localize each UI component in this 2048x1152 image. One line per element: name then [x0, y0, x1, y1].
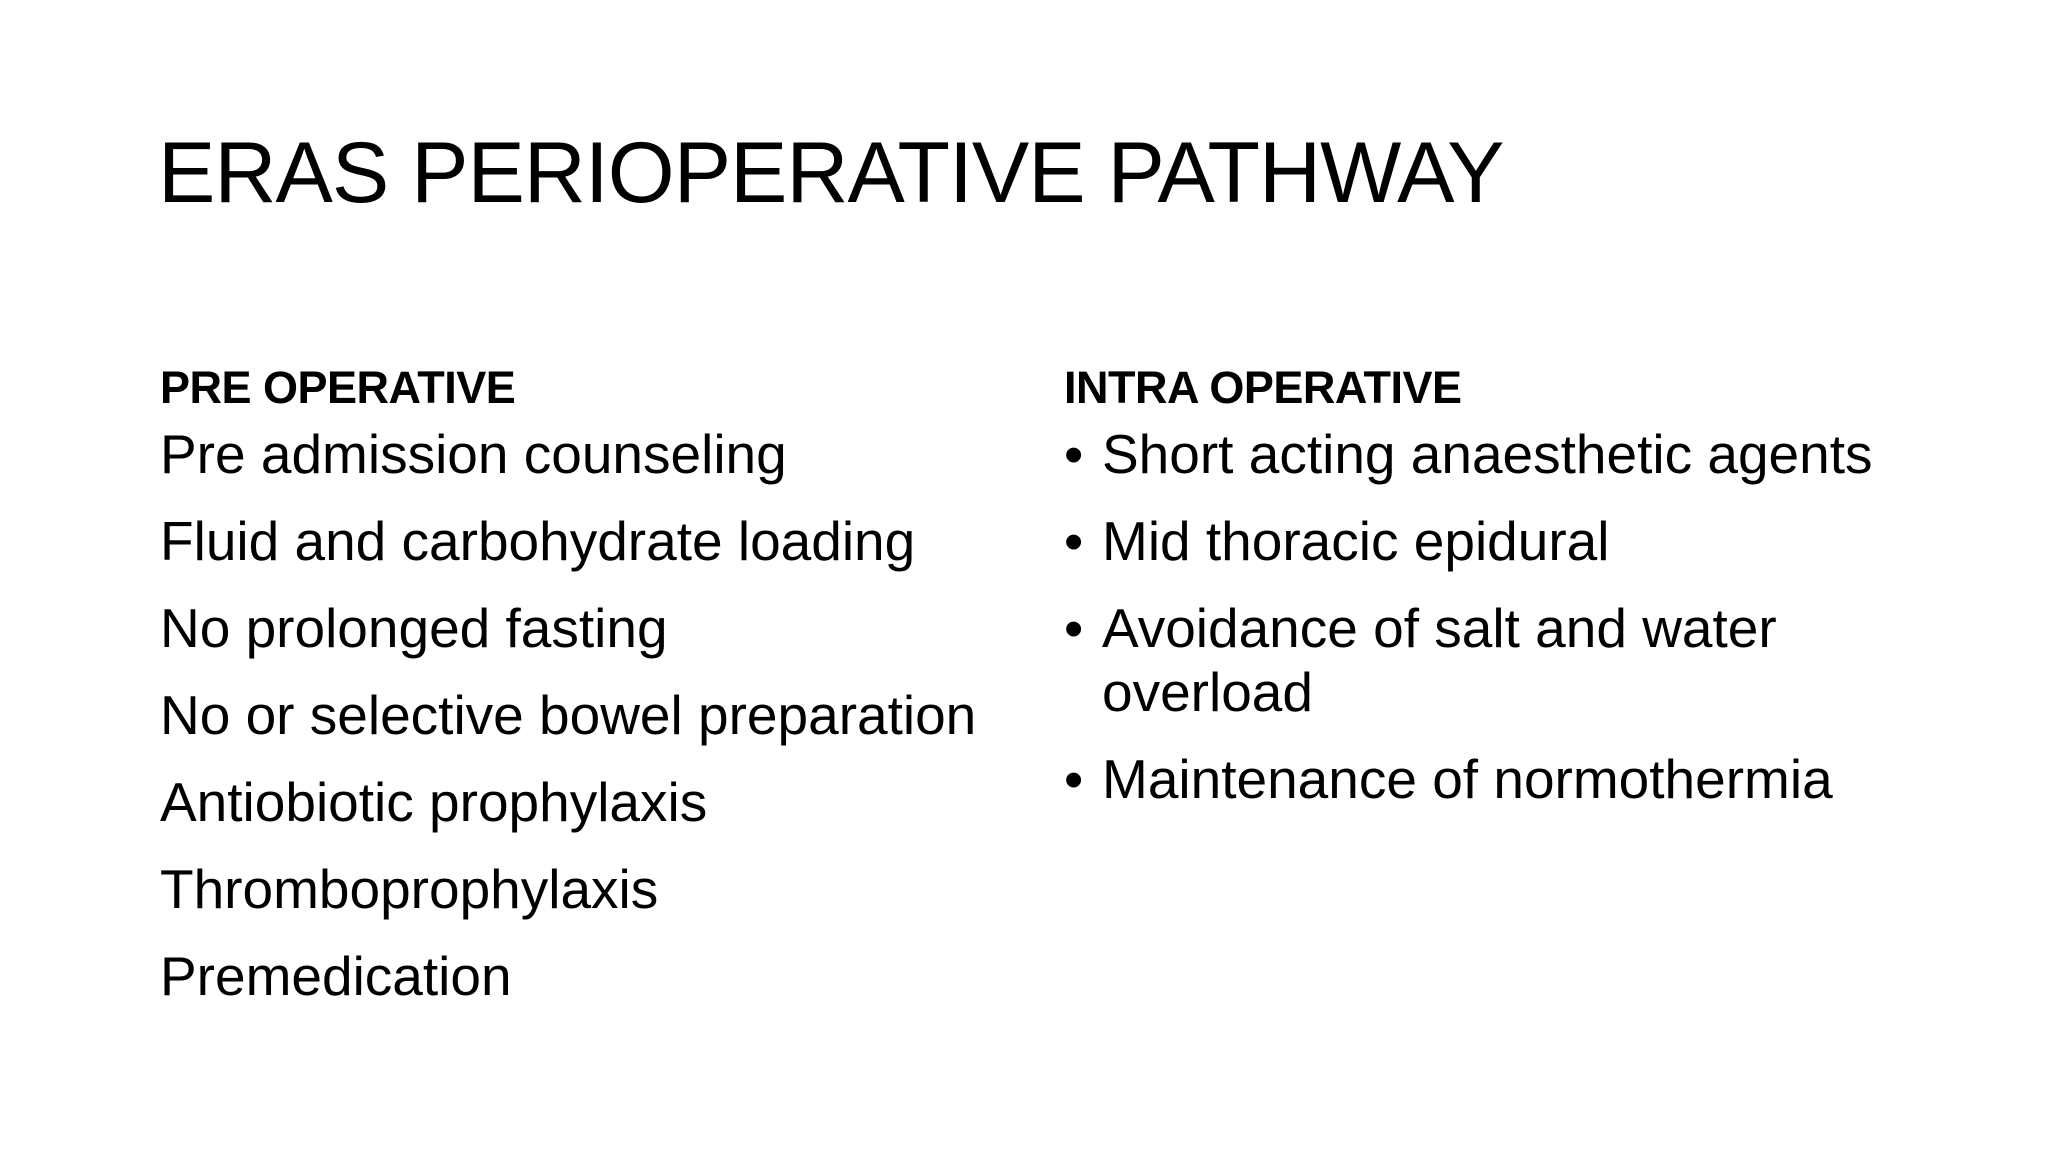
list-item-text: Avoidance of salt and water overload — [1102, 597, 1777, 723]
list-item — [1064, 747, 1964, 811]
pre-operative-list — [160, 422, 1040, 1008]
slide-title: ERAS PERIOPERATIVE PATHWAY — [158, 125, 1504, 221]
list-item: Antiobiotic prophylaxis — [160, 771, 708, 833]
bullet-icon: • — [1064, 597, 1084, 659]
list-item-text: Mid thoracic epidural — [1102, 510, 1610, 572]
list-item: Thromboprophylaxis — [160, 858, 659, 920]
pre-operative-column — [160, 360, 1040, 1008]
list-item — [1064, 596, 1964, 724]
intra-operative-heading: INTRA OPERATIVE — [1064, 362, 1462, 413]
list-item — [1064, 509, 1964, 573]
list-item: Fluid and carbohydrate loading — [160, 510, 916, 572]
list-item — [1064, 422, 1964, 486]
bullet-icon: • — [1064, 423, 1084, 485]
list-item: Pre admission counseling — [160, 423, 787, 485]
list-item-text: Maintenance of normothermia — [1102, 748, 1833, 810]
bullet-icon: • — [1064, 748, 1084, 810]
list-item: No or selective bowel preparation — [160, 684, 977, 746]
intra-operative-list — [1064, 422, 1964, 811]
pre-operative-heading: PRE OPERATIVE — [160, 362, 516, 413]
list-item: No prolonged fasting — [160, 597, 668, 659]
list-item-text: Short acting anaesthetic agents — [1102, 423, 1873, 485]
bullet-icon: • — [1064, 510, 1084, 572]
intra-operative-column — [1064, 360, 1964, 811]
list-item: Premedication — [160, 945, 512, 1007]
